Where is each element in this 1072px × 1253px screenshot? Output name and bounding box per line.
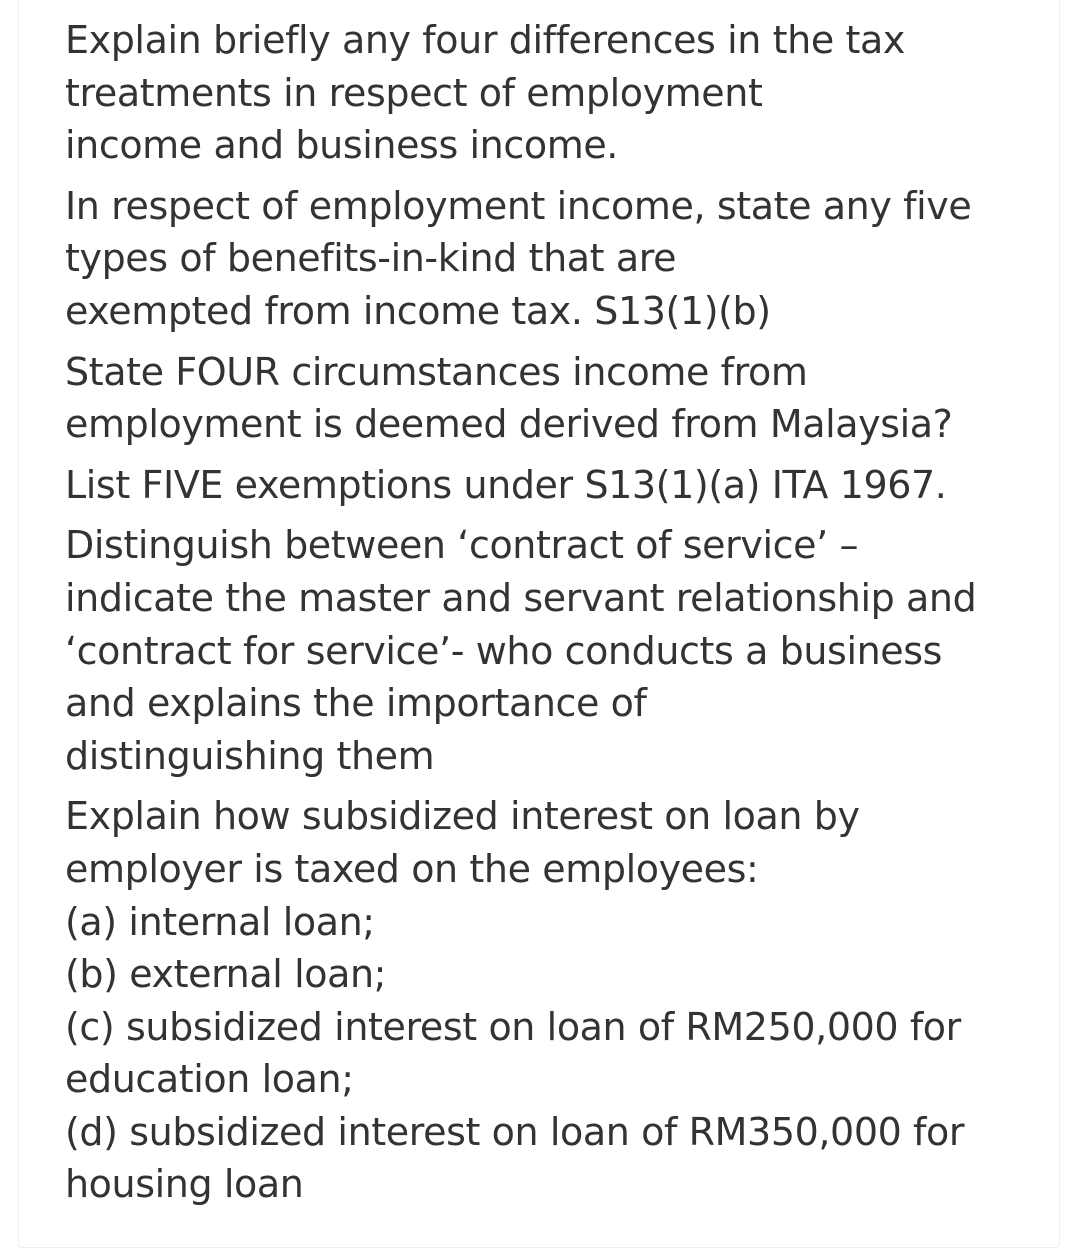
question-line: (a) internal loan;	[65, 899, 375, 944]
question-line: (c) subsidized interest on loan of RM250,000 for	[65, 1004, 961, 1049]
question-3	[65, 346, 1025, 451]
question-line: employer is taxed on the employees:	[65, 846, 759, 891]
question-line: (d) subsidized interest on loan of RM350,000 for	[65, 1109, 965, 1154]
question-line: treatments in respect of employment	[65, 70, 763, 115]
question-line: education loan;	[65, 1057, 354, 1102]
question-4	[65, 459, 1025, 512]
question-line: exempted from income tax. S13(1)(b)	[65, 288, 771, 333]
question-line: Explain briefly any four differences in the tax	[65, 18, 905, 62]
question-line: (b) external loan;	[65, 952, 387, 997]
question-list	[65, 14, 1025, 1211]
question-line: State FOUR circumstances income from	[65, 349, 808, 394]
question-1	[65, 14, 1025, 172]
question-line: Explain how subsidized interest on loan by	[65, 794, 860, 839]
question-5	[65, 519, 1025, 782]
question-line: ‘contract for service’- who conducts a business	[65, 628, 943, 673]
question-line: indicate the master and servant relationship and	[65, 575, 977, 620]
question-line: housing loan	[65, 1162, 304, 1207]
question-line: employment is deemed derived from Malaysia?	[65, 402, 953, 447]
question-6	[65, 790, 1025, 1211]
question-line: List FIVE exemptions under S13(1)(a) ITA 1967.	[65, 462, 947, 507]
question-2	[65, 180, 1025, 338]
question-line: distinguishing them	[65, 733, 435, 778]
question-line: and explains the importance of	[65, 681, 647, 726]
question-line: Distinguish between ‘contract of service’ –	[65, 523, 859, 568]
question-line: income and business income.	[65, 123, 618, 168]
question-line: In respect of employment income, state any five	[65, 183, 972, 228]
question-line: types of benefits-in-kind that are	[65, 236, 677, 281]
